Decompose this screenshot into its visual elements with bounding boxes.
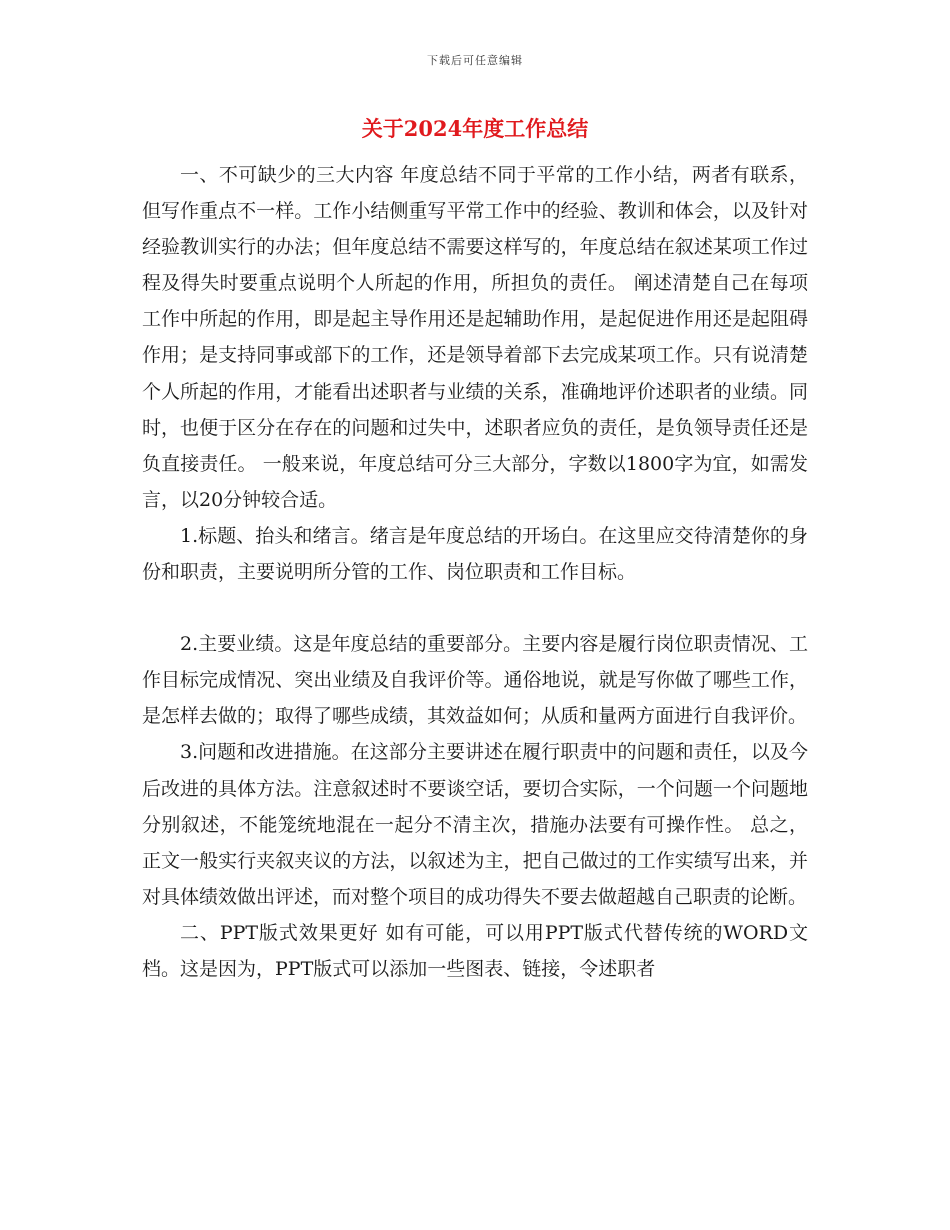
paragraph-2: 1.标题、抬头和绪言。绪言是年度总结的开场白。在这里应交待清楚你的身份和职责，主要说明所分管的工作、岗位职责和工作目标。 (142, 524, 808, 584)
paragraph-4: 3.问题和改进措施。在这部分主要讲述在履行职责中的问题和责任，以及今后改进的具体方法。注意叙述时不要谈空话，要切合实际，一个问题一个问题地分别叙述，不能笼统地混在一起分不清主次，措施办法要有可操作性。 总之，正文一般实行夹叙夹议的方法，以叙述为主，把自己做过的工作实绩写出来，并对具体绩效做出评述，而对整个项目的成功得失不要去做超越自己职责的论断。 (142, 741, 808, 908)
paragraph-5: 二、PPT版式效果更好 如有可能，可以用PPT版式代替传统的WORD文档。这是因为，PPT版式可以添加一些图表、链接，令述职者 (142, 921, 808, 980)
paragraph-3: 2.主要业绩。这是年度总结的重要部分。主要内容是履行岗位职责情况、工作目标完成情况、突出业绩及自我评价等。通俗地说，就是写你做了哪些工作，是怎样去做的；取得了哪些成绩，其效益如何；从质和量两方面进行自我评价。 (142, 633, 808, 728)
document-title: 关于2024年度工作总结 (361, 116, 589, 141)
document-body (142, 157, 808, 987)
paragraph-1: 一、不可缺少的三大内容 年度总结不同于平常的工作小结，两者有联系，但写作重点不一样。工作小结侧重写平常工作中的经验、教训和体会，以及针对经验教训实行的办法；但年度总结不需要这样写的，年度总结在叙述某项工作过程及得失时要重点说明个人所起的作用，所担负的责任。 阐述清楚自己在每项工作中所起的作用，即是起主导作用还是起辅助作用，是起促进作用还是起阻碍作用；是支持同事或部下的工作，还是领导着部下去完成某项工作。只有说清楚个人所起的作用，才能看出述职者与业绩的关系，准确地评价述职者的业绩。同时，也便于区分在存在的问题和过失中，述职者应负的责任，是负领导责任还是负直接责任。 一般来说，年度总结可分三大部分，字数以1800字为宜，如需发言，以20分钟较合适。 (142, 164, 808, 511)
page-header: 下载后可任意编辑 (427, 54, 523, 67)
